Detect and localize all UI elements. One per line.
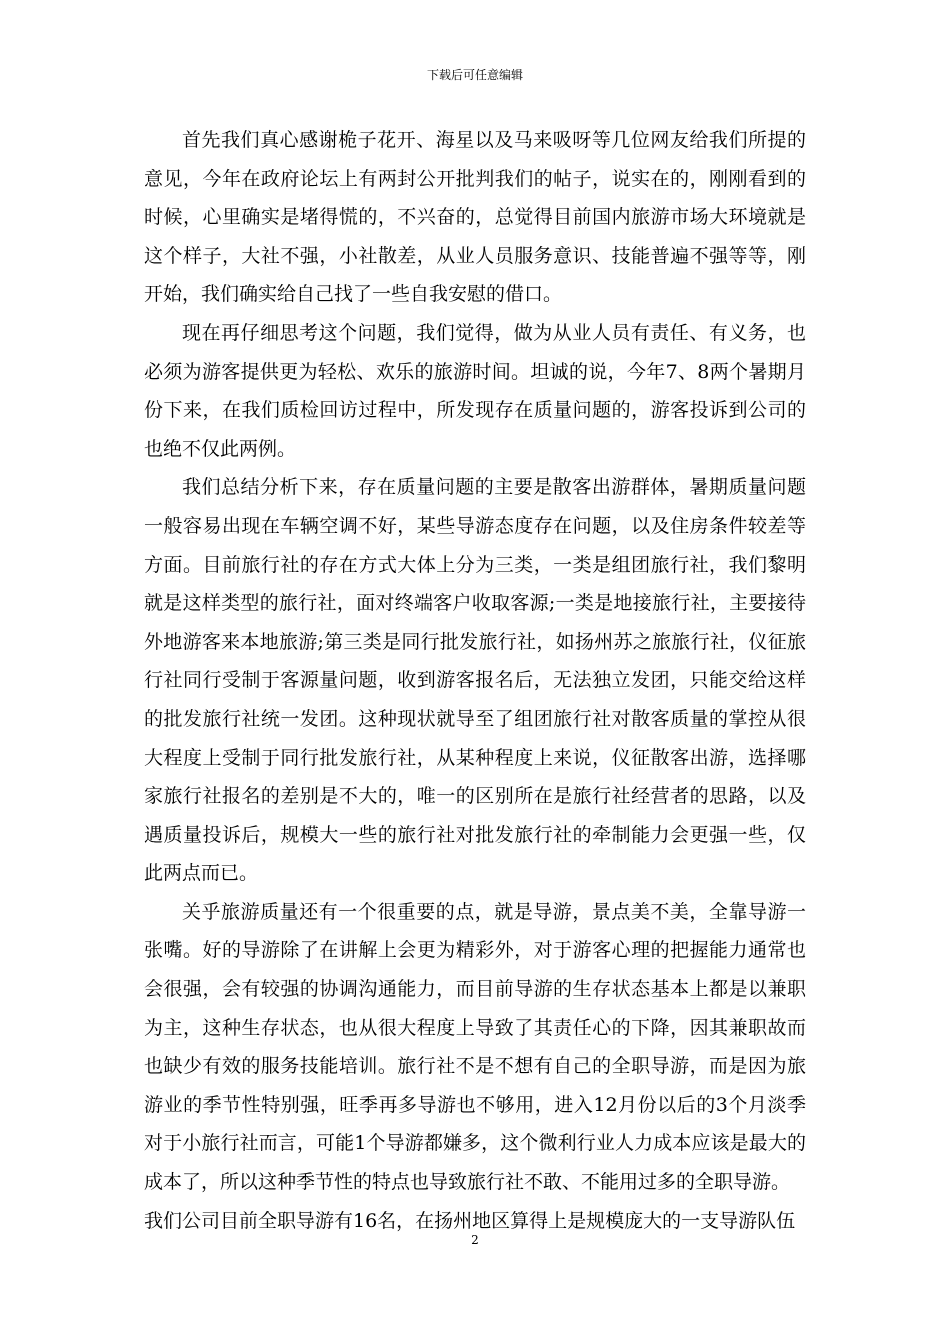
- page-number: 2: [471, 1233, 479, 1247]
- paragraph: 我们总结分析下来，存在质量问题的主要是散客出游群体，暑期质量问题一般容易出现在车辆空调不好，某些导游态度存在问题，以及住房条件较差等方面。目前旅行社的存在方式大体上分为三类，一类是组团旅行社，我们黎明就是这样类型的旅行社，面对终端客户收取客源;一类是地接旅行社，主要接待外地游客来本地旅游;第三类是同行批发旅行社，如扬州苏之旅旅行社，仪征旅行社同行受制于客源量问题，收到游客报名后，无法独立发团，只能交给这样的批发旅行社统一发团。这种现状就导至了组团旅行社对散客质量的掌控从很大程度上受制于同行批发旅行社，从某种程度上来说，仪征散客出游，选择哪家旅行社报名的差别是不大的，唯一的区别所在是旅行社经营者的思路，以及遇质量投诉后，规模大一些的旅行社对批发旅行社的牵制能力会更强一些，仅此两点而已。: [144, 476, 806, 885]
- document-body: [144, 121, 806, 1240]
- paragraph: 现在再仔细思考这个问题，我们觉得，做为从业人员有责任、有义务，也必须为游客提供更为轻松、欢乐的旅游时间。坦诚的说，今年7、8两个暑期月份下来，在我们质检回访过程中，所发现存在质量问题的，游客投诉到公司的也绝不仅此两例。: [144, 321, 806, 460]
- paragraph: 关乎旅游质量还有一个很重要的点，就是导游，景点美不美，全靠导游一张嘴。好的导游除了在讲解上会更为精彩外，对于游客心理的把握能力通常也会很强，会有较强的协调沟通能力，而目前导游的生存状态基本上都是以兼职为主，这种生存状态，也从很大程度上导致了其责任心的下降，因其兼职故而也缺少有效的服务技能培训。旅行社不是不想有自己的全职导游，而是因为旅游业的季节性特别强，旺季再多导游也不够用，进入12月份以后的3个月淡季对于小旅行社而言，可能1个导游都嫌多，这个微利行业人力成本应该是最大的成本了，所以这种季节性的特点也导致旅行社不敢、不能用过多的全职导游。: [144, 900, 806, 1194]
- paragraph: 我们公司目前全职导游有16名，在扬州地区算得上是规模庞大的一支导游队伍: [144, 1209, 796, 1232]
- paragraph: 首先我们真心感谢桅子花开、海星以及马来吸呀等几位网友给我们所提的意见，今年在政府论坛上有两封公开批判我们的帖子，说实在的，刚刚看到的时候，心里确实是堵得慌的，不兴奋的，总觉得目前国内旅游市场大环境就是这个样子，大社不强，小社散差，从业人员服务意识、技能普遍不强等等，刚开始，我们确实给自己找了一些自我安慰的借口。: [144, 129, 806, 306]
- page-header: 下载后可任意编辑: [426, 68, 523, 82]
